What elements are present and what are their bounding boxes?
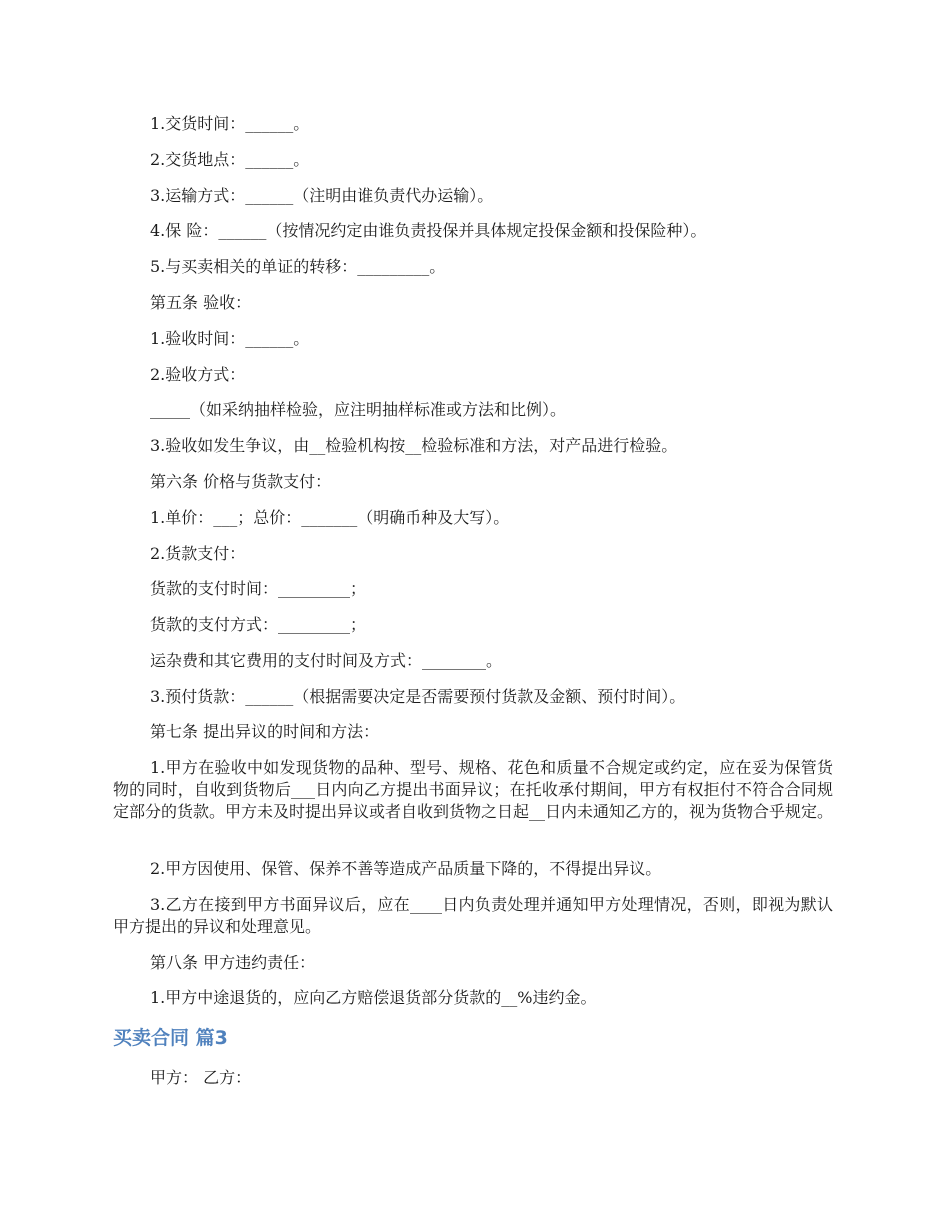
delivery-place-clause: 2.交货地点：______。 (150, 150, 310, 169)
article-6-heading: 第六条 价格与货款支付： (150, 472, 332, 491)
transport-method-clause: 3.运输方式：______（注明由谁负责代办运输）。 (150, 186, 494, 205)
documents-transfer-clause: 5.与买卖相关的单证的转移：_________。 (150, 257, 446, 276)
inspection-dispute-clause: 3.验收如发生争议，由__检验机构按__检验标准和方法，对产品进行检验。 (150, 436, 678, 455)
payment-clause: 2.货款支付： (150, 544, 246, 563)
section-heading: 买卖合同 篇3 (113, 1027, 228, 1049)
inspection-method-clause: 2.验收方式： (150, 365, 246, 384)
article-8-heading: 第八条 甲方违约责任： (150, 953, 316, 972)
inspection-method-detail: _____（如采纳抽样检验，应注明抽样标准或方法和比例）。 (150, 400, 567, 419)
payment-method-line: 货款的支付方式：_________； (150, 615, 367, 634)
payment-time-line: 货款的支付时间：_________； (150, 579, 367, 598)
breach-paragraph-1: 1.甲方中途退货的，应向乙方赔偿退货部分货款的__%违约金。 (150, 988, 597, 1007)
delivery-time-clause: 1.交货时间：______。 (150, 114, 310, 133)
objection-paragraph-2: 2.甲方因使用、保管、保养不善等造成产品质量下降的，不得提出异议。 (150, 859, 662, 878)
freight-payment-line: 运杂费和其它费用的支付时间及方式：________。 (150, 651, 503, 670)
article-7-heading: 第七条 提出异议的时间和方法： (150, 722, 380, 741)
prepayment-clause: 3.预付货款：______（根据需要决定是否需要预付货款及金额、预付时间）。 (150, 687, 686, 706)
objection-paragraph-3: 3.乙方在接到甲方书面异议后，应在____日内负责处理并通知甲方处理情况，否则，即视为默认甲方提出的异议和处理意见。 (113, 895, 833, 936)
objection-paragraph-1: 1.甲方在验收中如发现货物的品种、型号、规格、花色和质量不合规定或约定，应在妥为保管货物的同时，自收到货物后___日内向乙方提出书面异议；在托收承付期间，甲方有权拒付不符合合同规定部分的货款。甲方未及时提出异议或者自收到货物之日起__日内未通知乙方的，视为货物合乎规定。 (113, 758, 834, 821)
insurance-clause: 4.保 险：______（按情况约定由谁负责投保并具体规定投保金额和投保险种）。 (150, 221, 707, 240)
parties-line: 甲方： 乙方： (150, 1068, 252, 1087)
inspection-time-clause: 1.验收时间：______。 (150, 329, 310, 348)
price-clause: 1.单价：___；总价：_______（明确币种及大写）。 (150, 508, 510, 527)
article-5-heading: 第五条 验收： (150, 293, 252, 312)
